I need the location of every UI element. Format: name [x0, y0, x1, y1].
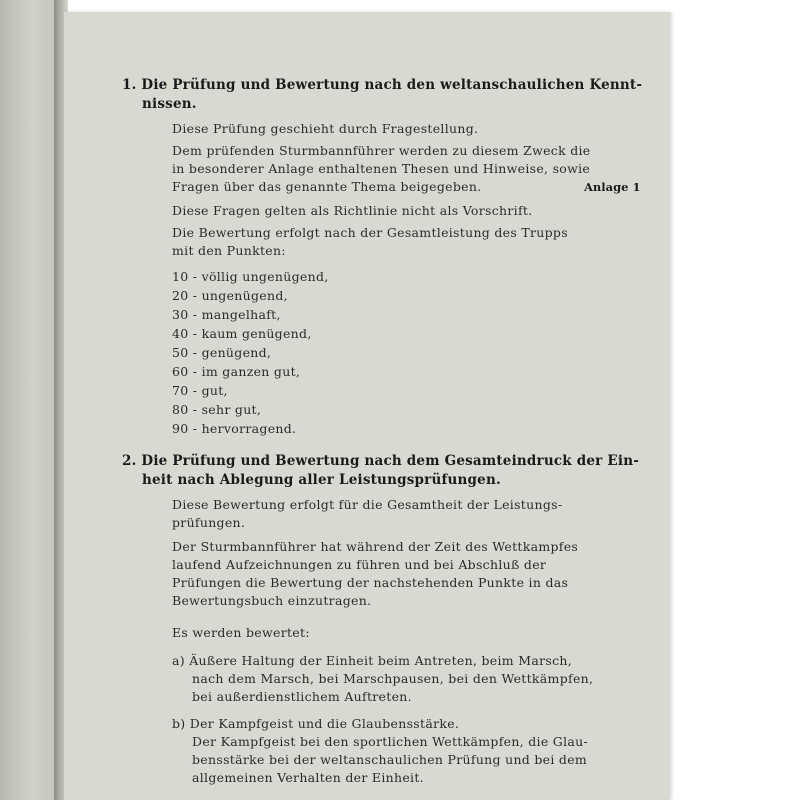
section-1-paragraph-4-line1: Die Bewertung erfolgt nach der Gesamtleistung des Trupps	[172, 225, 568, 240]
section-2-paragraph-2-line3: Prüfungen die Bewertung der nachstehenden Punkte in das	[172, 575, 569, 590]
score-item: 80 - sehr gut,	[172, 402, 262, 417]
section-1-paragraph-1: Diese Prüfung geschieht durch Fragestellung.	[172, 121, 479, 136]
section-1-paragraph-2-line2: in besonderer Anlage enthaltenen Thesen und Hinweise, sowie	[172, 161, 591, 176]
score-item: 70 - gut,	[172, 383, 228, 398]
section-2-paragraph-2-line4: Bewertungsbuch einzutragen.	[172, 593, 372, 608]
item-b-line3: bensstärke bei der weltanschaulichen Prüfung und bei dem	[192, 752, 588, 767]
section-1-title-line2: nissen.	[142, 96, 197, 112]
section-1-paragraph-2-line1: Dem prüfenden Sturmbannführer werden zu diesem Zweck die	[172, 143, 591, 158]
item-a-line2: nach dem Marsch, bei Marschpausen, bei den Wettkämpfen,	[192, 671, 594, 686]
section-1-paragraph-4-line2: mit den Punkten:	[172, 243, 286, 258]
score-item: 10 - völlig ungenügend,	[172, 269, 329, 284]
section-2-paragraph-3: Es werden bewertet:	[172, 625, 310, 640]
item-a-line1: a) Äußere Haltung der Einheit beim Antreten, beim Marsch,	[172, 653, 572, 668]
item-b-line4: allgemeinen Verhalten der Einheit.	[192, 770, 424, 785]
score-item: 90 - hervorragend.	[172, 421, 297, 436]
section-1-title-line1: Die Prüfung und Bewertung nach den weltanschaulichen Kennt-	[141, 77, 643, 93]
score-item: 60 - im ganzen gut,	[172, 364, 301, 379]
margin-note-anlage: Anlage 1	[584, 180, 641, 194]
item-a-line3: bei außerdienstlichem Auftreten.	[192, 689, 412, 704]
section-2-paragraph-1-line2: prüfungen.	[172, 515, 246, 530]
section-2-paragraph-2-line1: Der Sturmbannführer hat während der Zeit des Wettkampfes	[172, 539, 579, 554]
section-1-title	[122, 76, 642, 95]
section-1-paragraph-2-line3: Fragen über das genannte Thema beigegeben.	[172, 179, 482, 194]
item-b-line2: Der Kampfgeist bei den sportlichen Wettkämpfen, die Glau-	[192, 734, 589, 749]
score-item: 20 - ungenügend,	[172, 288, 288, 303]
score-item: 30 - mangelhaft,	[172, 307, 281, 322]
section-1-number: 1.	[122, 77, 137, 93]
section-2-title-line1: Die Prüfung und Bewertung nach dem Gesamteindruck der Ein-	[141, 453, 640, 469]
left-page-edge	[0, 0, 58, 800]
item-b-line1: b) Der Kampfgeist und die Glaubensstärke.	[172, 716, 460, 731]
section-2-number: 2.	[122, 453, 137, 469]
section-2-title	[122, 452, 639, 471]
section-2-paragraph-1-line1: Diese Bewertung erfolgt für die Gesamtheit der Leistungs-	[172, 497, 563, 512]
document-page	[64, 12, 670, 800]
section-2-title-line2: heit nach Ablegung aller Leistungsprüfungen.	[142, 472, 501, 488]
section-2-paragraph-2-line2: laufend Aufzeichnungen zu führen und bei Abschluß der	[172, 557, 547, 572]
section-1-paragraph-3: Diese Fragen gelten als Richtlinie nicht als Vorschrift.	[172, 203, 533, 218]
score-item: 50 - genügend,	[172, 345, 272, 360]
score-item: 40 - kaum genügend,	[172, 326, 312, 341]
